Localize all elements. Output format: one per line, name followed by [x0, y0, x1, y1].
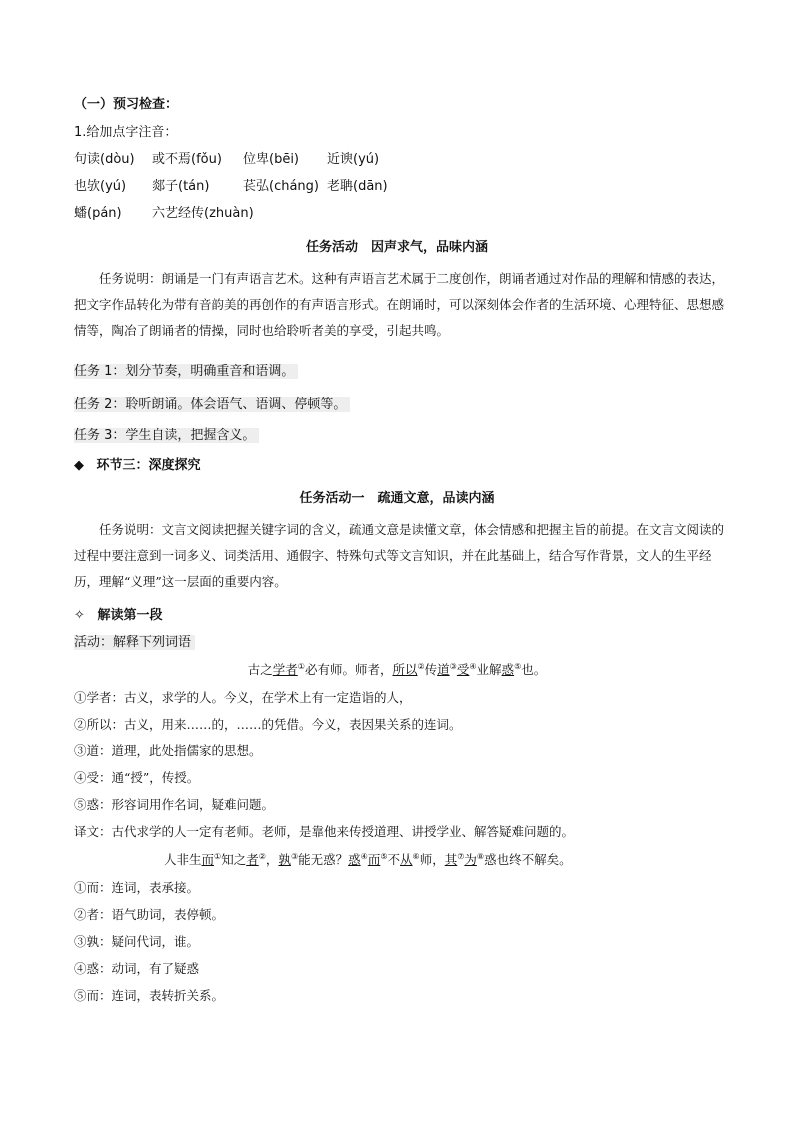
pinyin-item: 也欤(yú): [74, 179, 127, 194]
note-item: ⑤惑：形容词用作名词，疑难问题。: [74, 797, 275, 812]
note-item: ④惑：动词，有了疑惑: [74, 961, 200, 976]
sparkle-bullet-icon: ✧: [74, 608, 85, 623]
note-item: ②者：语气助词，表停顿。: [74, 907, 225, 922]
pinyin-item: 蟠(pán): [74, 206, 122, 221]
task-description: 任务说明：朗诵是一门有声语言艺术。这种有声语言艺术属于二度创作，朗诵者通过对作品的理解和情感的表达，把文字作品转化为带有音韵美的再创作的有声语言形式。在朗诵时，可以深刻体会作者的生活环境、心理特征、思想感情等，陶冶了朗诵者的情操，同时也给聆听者美的享受，引起共鸣。: [74, 271, 725, 338]
classical-sentence: 人非生而①知之者②，孰③能无惑？惑④而⑤不从⑥师，其⑦为⑧惑也终不解矣。: [164, 851, 572, 867]
pinyin-item: 六艺经传(zhuàn): [152, 206, 254, 221]
task-item: 任务 1：划分节奏，明确重音和语调。: [74, 364, 298, 379]
pinyin-item: 郯子(tán): [152, 179, 210, 194]
pinyin-item: 位卑(bēi): [243, 152, 300, 167]
preview-heading: （一）预习检查：: [74, 97, 179, 112]
classical-sentence: 古之学者①必有师。师者，所以②传道③受④业解惑⑤也。: [247, 661, 547, 677]
note-item: ②所以：古义，用来……的，……的凭借。今义，表因果关系的连词。: [74, 717, 462, 732]
task-activity-title: 任务活动一 疏通文意，品读内涵: [299, 491, 495, 506]
task-item: 任务 3：学生自读，把握含义。: [74, 428, 259, 443]
diamond-bullet-icon: ◆: [74, 458, 84, 473]
section-heading: [74, 456, 201, 476]
note-item: ③道：道理，此处指儒家的思想。: [74, 743, 262, 758]
note-item: ⑤而：连词，表转折关系。: [74, 988, 225, 1003]
note-item: ①而：连词，表承接。: [74, 880, 200, 895]
question-1: 1.给加点字注音：: [74, 125, 178, 140]
pinyin-item: 或不焉(fǒu): [152, 152, 222, 167]
activity-label: 活动：解释下列词语: [74, 635, 195, 650]
note-item: ③孰：疑问代词，谁。: [74, 934, 200, 949]
pinyin-item: 老聃(dān): [327, 179, 388, 194]
task-activity-title: 任务活动 因声求气，品味内涵: [305, 240, 488, 255]
task-description: 任务说明：文言文阅读把握关键字词的含义，疏通文意是读懂文章，体会情感和把握主旨的前提。在文言文阅读的过程中要注意到一词多义、词类活用、通假字、特殊句式等文言知识，并在此基础上，结合写作背景，文人的生平经历，理解“义理”这一层面的重要内容。: [74, 522, 725, 589]
note-item: ④受：通“授”，传授。: [74, 770, 200, 785]
task-item: 任务 2：聆听朗诵。体会语气、语调、停顿等。: [74, 397, 350, 412]
pinyin-item: 苌弘(cháng): [243, 179, 319, 194]
subsection-heading: [74, 606, 162, 626]
pinyin-item: 句读(dòu): [74, 152, 135, 167]
pinyin-item: 近谀(yú): [327, 152, 380, 167]
section-title: 环节三：深度探究: [96, 458, 201, 473]
subsection-title: 解读第一段: [97, 608, 163, 623]
translation: 译文：古代求学的人一定有老师。老师，是靠他来传授道理、讲授学业、解答疑难问题的。: [74, 824, 575, 839]
note-item: ①学者：古义，求学的人。今义，在学术上有一定造诣的人，: [74, 690, 412, 705]
